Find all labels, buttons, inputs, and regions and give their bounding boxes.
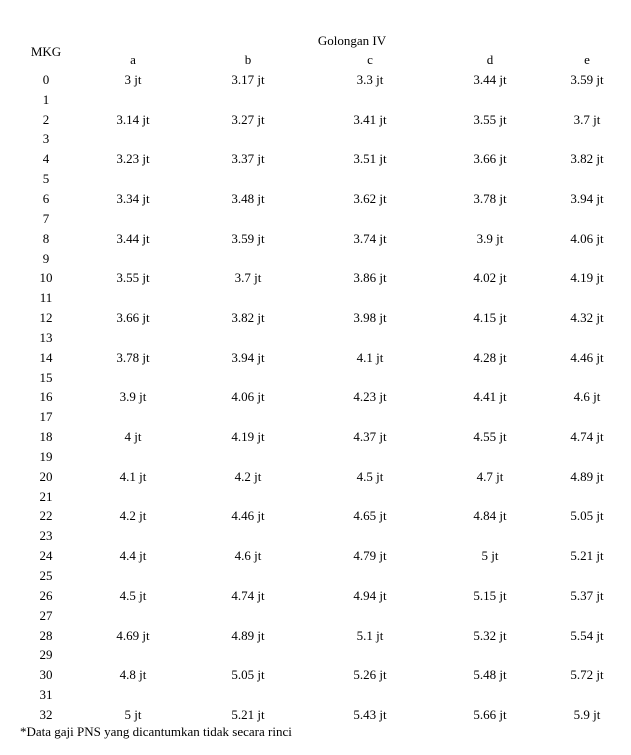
salary-cell-a: 3.78 jt — [116, 349, 150, 365]
salary-cell-e: 5.37 jt — [570, 587, 604, 603]
table-row — [14, 645, 626, 665]
salary-cell-b: 3.37 jt — [231, 151, 265, 167]
salary-cell-a: 5 jt — [124, 706, 142, 722]
table-row — [14, 229, 626, 249]
salary-cell-b — [188, 249, 308, 269]
sub-header-c: c — [367, 51, 373, 67]
salary-cell-d — [432, 249, 548, 269]
salary-cell-c: 4.23 jt — [353, 389, 387, 405]
mkg-cell: 13 — [39, 329, 53, 345]
salary-cell-e: 3.59 jt — [570, 71, 604, 87]
salary-cell-e — [548, 566, 626, 586]
salary-cell-d: 5.48 jt — [473, 667, 507, 683]
mkg-cell: 10 — [39, 270, 53, 286]
header-group-row — [14, 33, 626, 49]
salary-cell-a: 4.2 jt — [119, 508, 147, 524]
table-row — [14, 308, 626, 328]
salary-cell-b: 4.06 jt — [231, 389, 265, 405]
salary-cell-b: 3.59 jt — [231, 230, 265, 246]
salary-cell-b — [188, 447, 308, 467]
table-row — [14, 407, 626, 427]
salary-cell-a: 4.69 jt — [116, 627, 150, 643]
table-row — [14, 249, 626, 269]
salary-cell-b: 3.82 jt — [231, 310, 265, 326]
mkg-cell: 12 — [39, 310, 53, 326]
salary-table — [14, 33, 626, 725]
salary-cell-b: 4.74 jt — [231, 587, 265, 603]
salary-cell-c — [308, 209, 432, 229]
mkg-cell: 18 — [39, 429, 53, 445]
table-row — [14, 665, 626, 685]
salary-cell-e: 5.72 jt — [570, 667, 604, 683]
salary-cell-d: 3.55 jt — [473, 111, 507, 127]
mkg-cell: 17 — [39, 409, 53, 425]
salary-cell-e — [548, 526, 626, 546]
salary-cell-b — [188, 209, 308, 229]
salary-cell-a — [78, 288, 188, 308]
salary-cell-a — [78, 447, 188, 467]
salary-cell-d: 4.28 jt — [473, 349, 507, 365]
salary-cell-e — [548, 249, 626, 269]
salary-cell-c — [308, 288, 432, 308]
table-row — [14, 149, 626, 169]
table-row — [14, 90, 626, 110]
table-body — [14, 70, 626, 725]
salary-cell-c: 3.74 jt — [353, 230, 387, 246]
salary-cell-a: 3.55 jt — [116, 270, 150, 286]
table-row — [14, 626, 626, 646]
salary-cell-d — [432, 447, 548, 467]
salary-cell-a: 4 jt — [124, 429, 142, 445]
salary-cell-a: 3.34 jt — [116, 190, 150, 206]
salary-cell-d: 5.32 jt — [473, 627, 507, 643]
table-row — [14, 606, 626, 626]
mkg-cell: 9 — [42, 250, 50, 266]
footnote: *Data gaji PNS yang dicantumkan tidak secara rinci — [20, 724, 292, 739]
salary-cell-a: 3.14 jt — [116, 111, 150, 127]
salary-cell-b: 3.17 jt — [231, 71, 265, 87]
salary-cell-b: 5.21 jt — [231, 706, 265, 722]
mkg-cell: 32 — [39, 706, 53, 722]
salary-cell-d — [432, 407, 548, 427]
mkg-cell: 2 — [42, 111, 50, 127]
table-row — [14, 388, 626, 408]
table-row — [14, 110, 626, 130]
salary-cell-c: 3.62 jt — [353, 190, 387, 206]
salary-cell-b — [188, 368, 308, 388]
salary-cell-d: 4.84 jt — [473, 508, 507, 524]
salary-cell-d — [432, 685, 548, 705]
salary-cell-d: 5 jt — [481, 548, 499, 564]
salary-cell-e: 4.32 jt — [570, 310, 604, 326]
table-row — [14, 586, 626, 606]
salary-cell-c: 3.86 jt — [353, 270, 387, 286]
salary-cell-d: 4.02 jt — [473, 270, 507, 286]
salary-cell-d: 3.44 jt — [473, 71, 507, 87]
salary-cell-b: 4.46 jt — [231, 508, 265, 524]
salary-cell-b — [188, 685, 308, 705]
mkg-cell: 23 — [39, 528, 53, 544]
table-row — [14, 685, 626, 705]
table-row — [14, 507, 626, 527]
salary-cell-b — [188, 407, 308, 427]
salary-cell-d — [432, 328, 548, 348]
salary-cell-e: 5.05 jt — [570, 508, 604, 524]
sub-header-d: d — [486, 51, 494, 67]
table-row — [14, 348, 626, 368]
salary-cell-a: 3.66 jt — [116, 310, 150, 326]
salary-cell-e: 5.9 jt — [573, 706, 601, 722]
salary-cell-c: 3.98 jt — [353, 310, 387, 326]
salary-cell-b: 3.48 jt — [231, 190, 265, 206]
table-row — [14, 288, 626, 308]
table-row — [14, 526, 626, 546]
salary-cell-a — [78, 209, 188, 229]
table-row — [14, 487, 626, 507]
salary-cell-c: 4.37 jt — [353, 429, 387, 445]
mkg-cell: 11 — [39, 290, 53, 306]
salary-cell-e — [548, 447, 626, 467]
salary-cell-d — [432, 130, 548, 150]
salary-cell-d: 3.78 jt — [473, 190, 507, 206]
salary-cell-a — [78, 368, 188, 388]
salary-cell-b — [188, 645, 308, 665]
salary-cell-b: 4.89 jt — [231, 627, 265, 643]
salary-cell-e — [548, 130, 626, 150]
salary-cell-a: 4.8 jt — [119, 667, 147, 683]
table-row — [14, 705, 626, 725]
salary-cell-a — [78, 130, 188, 150]
salary-cell-d: 4.55 jt — [473, 429, 507, 445]
mkg-cell: 7 — [42, 210, 50, 226]
table-row — [14, 328, 626, 348]
salary-cell-e: 4.19 jt — [570, 270, 604, 286]
salary-cell-c — [308, 447, 432, 467]
salary-cell-d: 5.66 jt — [473, 706, 507, 722]
salary-cell-b: 5.05 jt — [231, 667, 265, 683]
salary-cell-c: 5.26 jt — [353, 667, 387, 683]
salary-cell-c — [308, 249, 432, 269]
golongan-group-header: Golongan IV — [317, 33, 387, 48]
salary-cell-e — [548, 645, 626, 665]
mkg-cell: 3 — [42, 131, 50, 147]
salary-cell-d: 4.7 jt — [476, 468, 504, 484]
table-row — [14, 467, 626, 487]
salary-cell-e: 4.6 jt — [573, 389, 601, 405]
salary-cell-c — [308, 685, 432, 705]
salary-cell-c: 3.41 jt — [353, 111, 387, 127]
salary-cell-e: 3.82 jt — [570, 151, 604, 167]
mkg-cell: 31 — [39, 687, 53, 703]
salary-cell-b: 4.19 jt — [231, 429, 265, 445]
salary-cell-d — [432, 169, 548, 189]
salary-cell-d — [432, 606, 548, 626]
salary-cell-d: 4.41 jt — [473, 389, 507, 405]
salary-cell-b: 4.6 jt — [234, 548, 262, 564]
salary-cell-b — [188, 288, 308, 308]
salary-cell-e: 4.46 jt — [570, 349, 604, 365]
salary-cell-b — [188, 90, 308, 110]
table-row — [14, 427, 626, 447]
table-row — [14, 368, 626, 388]
salary-cell-b — [188, 566, 308, 586]
salary-cell-d — [432, 368, 548, 388]
salary-cell-a: 4.4 jt — [119, 548, 147, 564]
salary-cell-b — [188, 328, 308, 348]
salary-cell-d — [432, 645, 548, 665]
salary-cell-c — [308, 526, 432, 546]
salary-cell-e — [548, 90, 626, 110]
salary-cell-d — [432, 487, 548, 507]
salary-cell-e — [548, 487, 626, 507]
salary-cell-e — [548, 169, 626, 189]
sub-header-a: a — [130, 51, 136, 67]
salary-cell-a — [78, 566, 188, 586]
salary-cell-a: 3.23 jt — [116, 151, 150, 167]
salary-cell-e — [548, 685, 626, 705]
salary-cell-c — [308, 645, 432, 665]
table-row — [14, 209, 626, 229]
salary-cell-c — [308, 606, 432, 626]
salary-cell-a — [78, 606, 188, 626]
salary-cell-b: 3.27 jt — [231, 111, 265, 127]
salary-cell-e: 3.7 jt — [573, 111, 601, 127]
salary-cell-a: 3.44 jt — [116, 230, 150, 246]
salary-cell-b — [188, 526, 308, 546]
salary-cell-e — [548, 368, 626, 388]
salary-cell-c — [308, 169, 432, 189]
mkg-cell: 8 — [42, 230, 50, 246]
salary-cell-c: 5.43 jt — [353, 706, 387, 722]
salary-cell-d — [432, 90, 548, 110]
table-row — [14, 169, 626, 189]
salary-cell-c — [308, 130, 432, 150]
sub-header-b: b — [244, 51, 252, 67]
mkg-cell: 28 — [39, 627, 53, 643]
salary-cell-c — [308, 487, 432, 507]
salary-cell-c: 3.3 jt — [356, 71, 384, 87]
salary-cell-a — [78, 526, 188, 546]
salary-cell-a — [78, 169, 188, 189]
mkg-cell: 22 — [39, 508, 53, 524]
salary-cell-a: 4.5 jt — [119, 587, 147, 603]
mkg-cell: 25 — [39, 568, 53, 584]
table-row — [14, 70, 626, 90]
salary-cell-a: 4.1 jt — [119, 468, 147, 484]
salary-cell-b — [188, 487, 308, 507]
mkg-cell: 20 — [39, 468, 53, 484]
salary-cell-a: 3.9 jt — [119, 389, 147, 405]
salary-cell-b: 3.7 jt — [234, 270, 262, 286]
salary-cell-d: 4.15 jt — [473, 310, 507, 326]
salary-cell-c: 4.5 jt — [356, 468, 384, 484]
salary-cell-d: 3.9 jt — [476, 230, 504, 246]
salary-cell-a — [78, 328, 188, 348]
salary-cell-e — [548, 209, 626, 229]
sub-header-e: e — [584, 51, 590, 67]
mkg-cell: 1 — [42, 91, 50, 107]
salary-cell-e — [548, 606, 626, 626]
salary-cell-e — [548, 288, 626, 308]
salary-cell-d — [432, 526, 548, 546]
mkg-cell: 24 — [39, 548, 53, 564]
header-sub-row — [14, 49, 626, 70]
salary-cell-d: 3.66 jt — [473, 151, 507, 167]
salary-cell-c — [308, 566, 432, 586]
salary-cell-e: 3.94 jt — [570, 190, 604, 206]
salary-cell-c: 3.51 jt — [353, 151, 387, 167]
salary-cell-e: 5.54 jt — [570, 627, 604, 643]
table-row — [14, 447, 626, 467]
salary-cell-c: 4.65 jt — [353, 508, 387, 524]
salary-cell-d — [432, 209, 548, 229]
salary-cell-b — [188, 130, 308, 150]
table-row — [14, 130, 626, 150]
salary-cell-a — [78, 407, 188, 427]
mkg-cell: 6 — [42, 190, 50, 206]
salary-cell-c — [308, 368, 432, 388]
salary-cell-d: 5.15 jt — [473, 587, 507, 603]
salary-cell-c: 5.1 jt — [356, 627, 384, 643]
salary-cell-e: 4.74 jt — [570, 429, 604, 445]
salary-cell-a — [78, 249, 188, 269]
table-row — [14, 268, 626, 288]
mkg-cell: 5 — [42, 171, 50, 187]
salary-cell-a — [78, 487, 188, 507]
salary-cell-b: 4.2 jt — [234, 468, 262, 484]
salary-cell-e — [548, 328, 626, 348]
salary-cell-b: 3.94 jt — [231, 349, 265, 365]
mkg-cell: 26 — [39, 587, 53, 603]
table-row — [14, 189, 626, 209]
mkg-cell: 30 — [39, 667, 53, 683]
mkg-column-header: MKG — [30, 43, 62, 59]
salary-cell-a — [78, 685, 188, 705]
mkg-cell: 29 — [39, 647, 53, 663]
mkg-cell: 15 — [39, 369, 53, 385]
table-row — [14, 546, 626, 566]
mkg-cell: 21 — [39, 488, 53, 504]
mkg-cell: 27 — [39, 607, 53, 623]
salary-cell-a — [78, 645, 188, 665]
salary-cell-b — [188, 606, 308, 626]
mkg-cell: 0 — [42, 71, 50, 87]
salary-cell-a — [78, 90, 188, 110]
salary-cell-c — [308, 328, 432, 348]
mkg-cell: 19 — [39, 448, 53, 464]
salary-cell-a: 3 jt — [124, 71, 142, 87]
salary-cell-e: 5.21 jt — [570, 548, 604, 564]
salary-cell-d — [432, 288, 548, 308]
salary-cell-d — [432, 566, 548, 586]
table-row — [14, 566, 626, 586]
salary-cell-e: 4.06 jt — [570, 230, 604, 246]
salary-cell-c — [308, 407, 432, 427]
mkg-cell: 4 — [42, 151, 50, 167]
mkg-cell: 16 — [39, 389, 53, 405]
salary-cell-c: 4.1 jt — [356, 349, 384, 365]
salary-cell-e: 4.89 jt — [570, 468, 604, 484]
table-header — [14, 33, 626, 70]
salary-cell-e — [548, 407, 626, 427]
salary-cell-c — [308, 90, 432, 110]
mkg-cell: 14 — [39, 349, 53, 365]
salary-cell-c: 4.79 jt — [353, 548, 387, 564]
salary-cell-c: 4.94 jt — [353, 587, 387, 603]
salary-cell-b — [188, 169, 308, 189]
